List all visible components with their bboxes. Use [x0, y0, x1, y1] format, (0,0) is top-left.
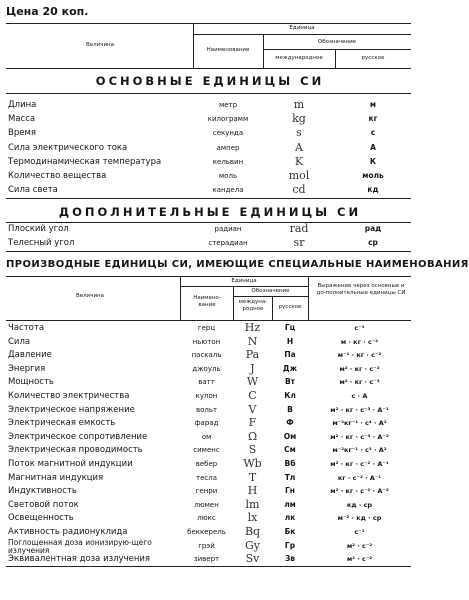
derived-row-rus-symbol: Вт: [284, 377, 296, 387]
supp-row-quantity: Телесный угол: [8, 237, 75, 248]
derived-row-quantity: Световой поток: [8, 499, 79, 510]
derived-row-expression: м² · кг · с⁻²: [339, 364, 380, 373]
derived-row-expression: м⁻²кг⁻¹ · с⁴ · А²: [332, 419, 387, 428]
derived-row-rus-symbol: См: [284, 445, 296, 455]
supp-row-intl-symbol: rad: [289, 222, 309, 235]
derived-row-rus-symbol: Зв: [284, 554, 296, 564]
derived-row-rus-symbol: Тл: [284, 472, 296, 482]
derived-row-quantity: Электрическое сопротивление: [8, 431, 148, 442]
derived-row-unit-name: тесла: [196, 473, 217, 482]
derived-row-intl-symbol: Sv: [245, 552, 260, 566]
derived-row-quantity: Энергия: [8, 363, 46, 374]
derived-row-unit-name: генри: [195, 487, 218, 496]
header-international: международное: [275, 55, 323, 61]
supp-row-unit-name: радиан: [214, 225, 242, 233]
derived-row-rus-symbol: Ом: [283, 431, 297, 441]
basic-row-quantity: Длина: [8, 100, 37, 110]
basic-row-quantity: Количество вещества: [8, 171, 107, 181]
basic-row-rus-symbol: кд: [367, 185, 379, 195]
derived-table-rule: [6, 276, 411, 277]
derived-header-expression: Выражение через основные и до-полнительные единицы СИ: [316, 283, 406, 296]
derived-row-quantity: Активность радионуклида: [8, 527, 128, 537]
derived-title: ПРОИЗВОДНЫЕ ЕДИНИЦЫ СИ, ИМЕЮЩИЕ СПЕЦИАЛЬНЫЕ НАИМЕНОВАНИЯ: [6, 259, 469, 270]
top-header-bottom-rule: [6, 68, 411, 69]
derived-row-intl-symbol: Ω: [247, 429, 258, 443]
top-table-bottom-rule: [6, 251, 411, 252]
derived-row-rus-symbol: Дж: [282, 363, 298, 373]
derived-row-unit-name: вольт: [195, 405, 218, 414]
basic-row-unit-name: кандела: [212, 186, 244, 195]
derived-row-expression: м² · кг · с⁻³ · А⁻¹: [330, 405, 389, 414]
derived-row-rus-symbol: Вб: [284, 459, 296, 468]
basic-row-quantity: Время: [8, 128, 36, 139]
derived-row-quantity: Поглощенная доза ионизирую-щего излучения: [8, 537, 152, 556]
derived-row-expression: м² · с⁻²: [346, 555, 373, 564]
basic-row-intl-symbol: m: [293, 98, 305, 111]
derived-row-intl-symbol: V: [248, 402, 257, 416]
supp-row-rus-symbol: рад: [364, 224, 382, 233]
derived-row-unit-name: джоуль: [192, 364, 221, 373]
derived-row-intl-symbol: J: [250, 361, 255, 375]
derived-row-intl-symbol: lm: [245, 497, 260, 511]
derived-row-expression: м² · с⁻²: [346, 541, 373, 550]
basic-row-intl-symbol: K: [294, 154, 304, 168]
supp-row-rus-symbol: ср: [368, 237, 378, 247]
derived-row-intl-symbol: C: [248, 389, 257, 402]
derived-row-expression: м⁻¹ · кг · с⁻²: [337, 351, 382, 360]
derived-row-quantity: Давление: [8, 350, 52, 361]
derived-row-expression: м · кг · с⁻²: [340, 337, 379, 346]
derived-row-quantity: Поток магнитной индукции: [8, 459, 133, 469]
derived-row-intl-symbol: Bq: [244, 525, 261, 538]
basic-row-intl-symbol: mol: [288, 169, 310, 182]
basic-row-rus-symbol: А: [370, 142, 376, 152]
derived-row-unit-name: ом: [201, 432, 212, 441]
section-rule: [6, 198, 411, 199]
derived-row-rus-symbol: Н: [286, 336, 294, 346]
basic-row-quantity: Сила света: [8, 185, 58, 196]
derived-row-expression: с⁻¹: [354, 324, 365, 332]
derived-header-divider: [308, 276, 309, 320]
derived-row-quantity: Эквивалентная доза излучения: [8, 554, 151, 565]
basic-row-rus-symbol: моль: [362, 171, 384, 180]
derived-header-rule: [180, 286, 308, 287]
derived-row-unit-name: зиверт: [193, 555, 220, 564]
supp-row-intl-symbol: sr: [293, 235, 305, 249]
basic-row-rus-symbol: кг: [368, 114, 378, 124]
derived-row-rus-symbol: Бк: [284, 527, 296, 536]
section-rule: [6, 222, 411, 223]
basic-row-rus-symbol: К: [369, 156, 377, 166]
derived-row-intl-symbol: S: [248, 443, 257, 457]
top-table-rule: [6, 23, 411, 24]
derived-row-expression: м² · кг · с⁻³: [339, 378, 380, 387]
header-rule: [263, 49, 411, 50]
section-basic-title: ОСНОВНЫЕ ЕДИНИЦЫ СИ: [95, 74, 325, 88]
derived-row-expression: с⁻¹: [354, 528, 365, 536]
basic-row-unit-name: ампер: [216, 143, 240, 152]
derived-row-expression: кд · ср: [346, 500, 373, 509]
derived-header-international: междуна-родное: [238, 299, 268, 312]
derived-row-quantity: Количество электричества: [8, 391, 130, 401]
derived-row-quantity: Сила: [8, 336, 31, 347]
derived-table-bottom-rule: [6, 566, 411, 567]
derived-row-quantity: Электрическое напряжение: [8, 404, 135, 415]
derived-header-bottom-rule: [6, 320, 411, 321]
derived-row-quantity: Освещенность: [8, 513, 74, 524]
basic-row-intl-symbol: A: [295, 140, 303, 154]
derived-row-intl-symbol: F: [248, 416, 257, 430]
header-name: Наименование: [206, 47, 250, 53]
derived-header-russian: русское: [278, 304, 302, 310]
derived-row-unit-name: герц: [197, 324, 216, 332]
basic-row-quantity: Сила электрического тока: [8, 142, 128, 153]
basic-row-unit-name: килограмм: [207, 115, 249, 124]
derived-row-unit-name: фарад: [194, 419, 219, 428]
derived-row-rus-symbol: Па: [284, 350, 296, 360]
basic-row-unit-name: кельвин: [212, 157, 244, 166]
derived-row-rus-symbol: Гн: [285, 486, 295, 496]
derived-row-quantity: Электрическая емкость: [8, 418, 116, 429]
header-russian: русское: [361, 55, 385, 61]
derived-row-unit-name: кулон: [195, 392, 218, 400]
header-unit: Единица: [289, 25, 315, 31]
derived-row-quantity: Индуктивность: [8, 486, 77, 497]
basic-row-rus-symbol: м: [369, 100, 377, 109]
derived-header-designation: Обозначение: [251, 288, 290, 294]
supp-row-unit-name: стерадиан: [208, 238, 248, 247]
derived-row-quantity: Электрическая проводимость: [8, 445, 143, 456]
basic-row-rus-symbol: с: [370, 128, 376, 138]
basic-row-unit-name: секунда: [212, 129, 244, 138]
derived-row-rus-symbol: В: [287, 404, 293, 414]
derived-row-rus-symbol: Гц: [284, 323, 296, 332]
basic-row-unit-name: моль: [218, 172, 238, 180]
derived-row-intl-symbol: lx: [247, 511, 258, 525]
basic-row-intl-symbol: kg: [292, 112, 306, 126]
basic-row-intl-symbol: cd: [292, 183, 306, 197]
basic-row-quantity: Термодинамическая температура: [8, 156, 162, 167]
derived-row-unit-name: вебер: [195, 460, 218, 468]
derived-row-rus-symbol: Ф: [286, 418, 294, 428]
derived-row-intl-symbol: W: [246, 375, 259, 389]
price-label: Цена 20 коп.: [6, 5, 89, 18]
derived-row-rus-symbol: лм: [284, 499, 296, 509]
derived-row-expression: м² · кг · с⁻³ · А⁻²: [330, 432, 389, 441]
derived-row-unit-name: беккерель: [187, 528, 226, 536]
derived-row-intl-symbol: Wb: [243, 457, 262, 470]
derived-row-quantity: Частота: [8, 323, 45, 333]
derived-row-expression: м² · кг · с⁻² · А⁻¹: [330, 460, 389, 468]
derived-row-unit-name: ньютон: [192, 337, 221, 346]
supp-row-quantity: Плоский угол: [8, 224, 69, 234]
derived-row-expression: с · А: [351, 392, 368, 400]
derived-row-intl-symbol: H: [247, 484, 258, 498]
derived-row-expression: м⁻²кг⁻¹ · с³ · А²: [332, 446, 387, 455]
derived-row-quantity: Магнитная индукция: [8, 472, 104, 483]
derived-row-unit-name: люмен: [194, 500, 219, 509]
derived-row-rus-symbol: лк: [284, 513, 296, 523]
derived-row-expression: м² · кг · с⁻² · А⁻²: [330, 487, 389, 496]
derived-row-unit-name: сименс: [193, 446, 220, 455]
derived-row-intl-symbol: Gy: [244, 538, 260, 552]
header-quantity: Величина: [85, 42, 115, 48]
derived-row-rus-symbol: Кл: [284, 391, 296, 400]
derived-row-quantity: Мощность: [8, 377, 54, 388]
derived-row-expression: кг · с⁻² · А⁻¹: [337, 473, 382, 482]
section-rule: [6, 93, 411, 94]
derived-row-intl-symbol: T: [248, 470, 257, 484]
derived-row-unit-name: люкс: [197, 514, 216, 523]
section-supplementary-title: ДОПОЛНИТЕЛЬНЫЕ ЕДИНИЦЫ СИ: [58, 205, 362, 219]
derived-header-name: Наимено-вание: [193, 295, 221, 308]
derived-header-quantity: Величина: [75, 293, 105, 299]
derived-row-expression: м⁻² · кд · ср: [337, 514, 382, 523]
derived-row-intl-symbol: Pa: [245, 348, 260, 362]
basic-row-unit-name: метр: [218, 101, 238, 109]
derived-row-rus-symbol: Гр: [284, 540, 296, 550]
derived-row-intl-symbol: Hz: [244, 321, 261, 334]
derived-row-unit-name: грэй: [198, 541, 215, 550]
header-designation: Обозначение: [317, 39, 357, 45]
basic-row-quantity: Масса: [8, 114, 36, 125]
derived-header-unit: Единица: [231, 278, 257, 284]
derived-header-rule: [233, 296, 308, 297]
basic-row-intl-symbol: s: [296, 126, 302, 140]
derived-row-intl-symbol: N: [247, 334, 258, 348]
derived-row-unit-name: паскаль: [191, 351, 222, 360]
derived-row-unit-name: ватт: [198, 378, 215, 387]
header-rule: [193, 34, 411, 35]
